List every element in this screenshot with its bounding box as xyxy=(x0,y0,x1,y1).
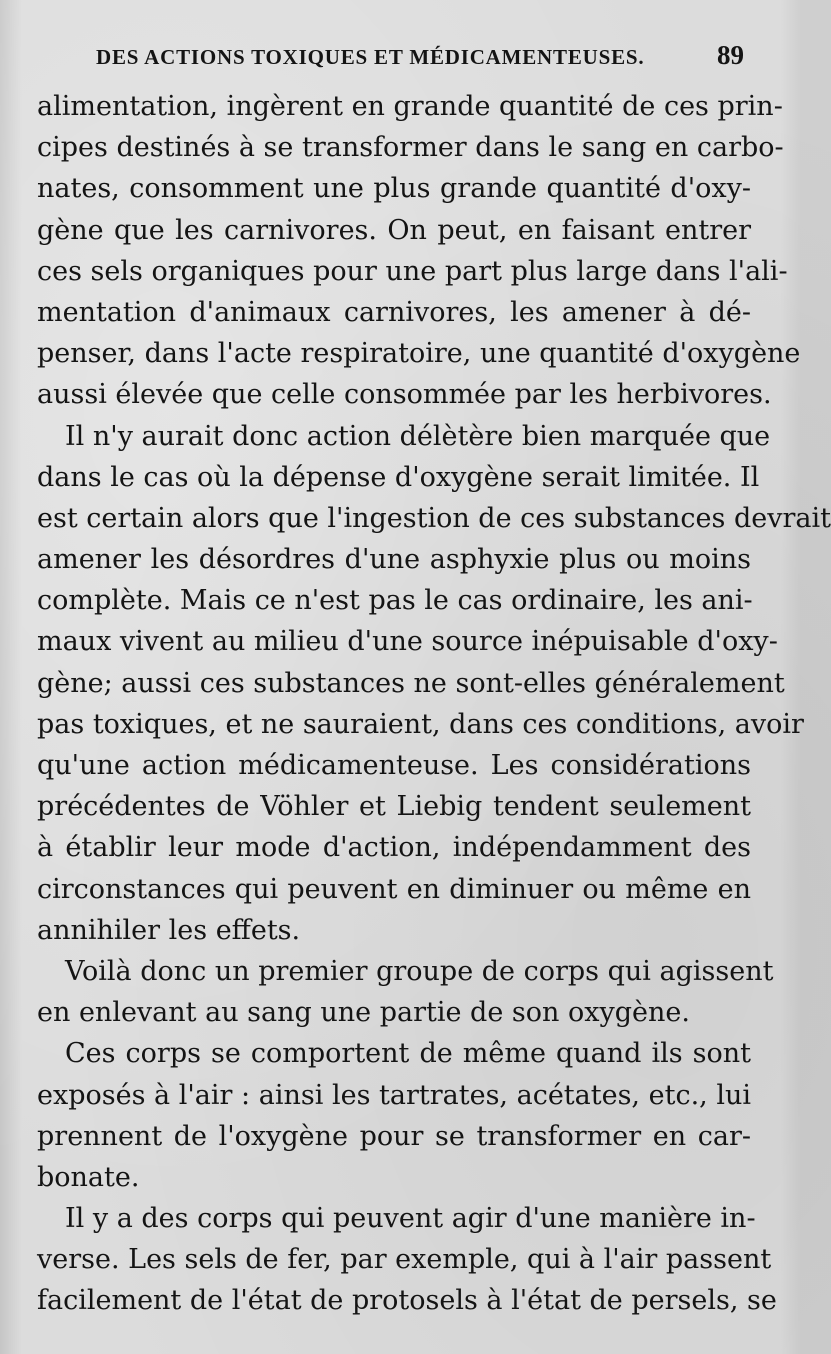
page-header xyxy=(96,40,744,74)
text-line: Voilà donc un premier groupe de corps qui agissent xyxy=(65,955,774,987)
text-line: Il y a des corps qui peuvent agir d'une manière in- xyxy=(65,1203,756,1235)
text-line: circonstances qui peuvent en diminuer ou même en xyxy=(37,873,751,905)
text-line: précédentes de Vöhler et Liebig tendent seulement xyxy=(37,791,751,823)
text-line: pas toxiques, et ne sauraient, dans ces conditions, avoir xyxy=(37,708,804,740)
text-line: annihiler les effets. xyxy=(37,914,301,946)
text-line: maux vivent au milieu d'une source inépuisable d'oxy- xyxy=(37,626,778,658)
text-line: amener les désordres d'une asphyxie plus ou moins xyxy=(37,544,751,576)
text-line: est certain alors que l'ingestion de ces substances devrait xyxy=(37,502,831,534)
text-line: bonate. xyxy=(37,1161,140,1193)
paragraph xyxy=(37,951,774,1033)
text-line: nates, consomment une plus grande quantité d'oxy- xyxy=(37,173,751,205)
paragraph xyxy=(37,1033,751,1198)
text-line: gène; aussi ces substances ne sont-elles généralement xyxy=(37,667,785,699)
paragraph xyxy=(37,416,831,951)
text-line: dans le cas où la dépense d'oxygène serait limitée. Il xyxy=(37,461,760,493)
text-line: complète. Mais ce n'est pas le cas ordinaire, les ani- xyxy=(37,585,753,617)
text-line: aussi élevée que celle consommée par les herbivores. xyxy=(37,379,772,411)
text-line: exposés à l'air : ainsi les tartrates, acétates, etc., lui xyxy=(37,1079,751,1111)
text-line: cipes destinés à se transformer dans le sang en carbo- xyxy=(37,132,784,164)
text-line: facilement de l'état de protosels à l'état de persels, se xyxy=(37,1285,777,1317)
text-line: verse. Les sels de fer, par exemple, qui à l'air passent xyxy=(37,1244,772,1276)
body-text xyxy=(37,86,831,1322)
text-line: gène que les carnivores. On peut, en faisant entrer xyxy=(37,214,751,246)
text-line: alimentation, ingèrent en grande quantité de ces prin- xyxy=(37,91,783,122)
text-line: Il n'y aurait donc action délètère bien marquée que xyxy=(65,420,771,452)
text-line: Ces corps se comportent de même quand ils sont xyxy=(65,1038,751,1070)
paragraph xyxy=(37,1198,777,1322)
text-line: qu'une action médicamenteuse. Les considérations xyxy=(37,750,751,781)
text-line: à établir leur mode d'action, indépendamment des xyxy=(37,832,751,864)
text-line: prennent de l'oxygène pour se transformer en car- xyxy=(37,1120,751,1152)
page-number: 89 xyxy=(717,40,744,70)
text-line: ces sels organiques pour une part plus large dans l'ali- xyxy=(37,255,788,287)
running-title: DES ACTIONS TOXIQUES ET MÉDICAMENTEUSES. xyxy=(96,45,645,69)
text-line: en enlevant au sang une partie de son oxygène. xyxy=(37,997,690,1029)
text-line: mentation d'animaux carnivores, les amener à dé- xyxy=(37,296,751,328)
text-line: penser, dans l'acte respiratoire, une quantité d'oxygène xyxy=(37,338,801,370)
paragraph xyxy=(37,86,801,416)
